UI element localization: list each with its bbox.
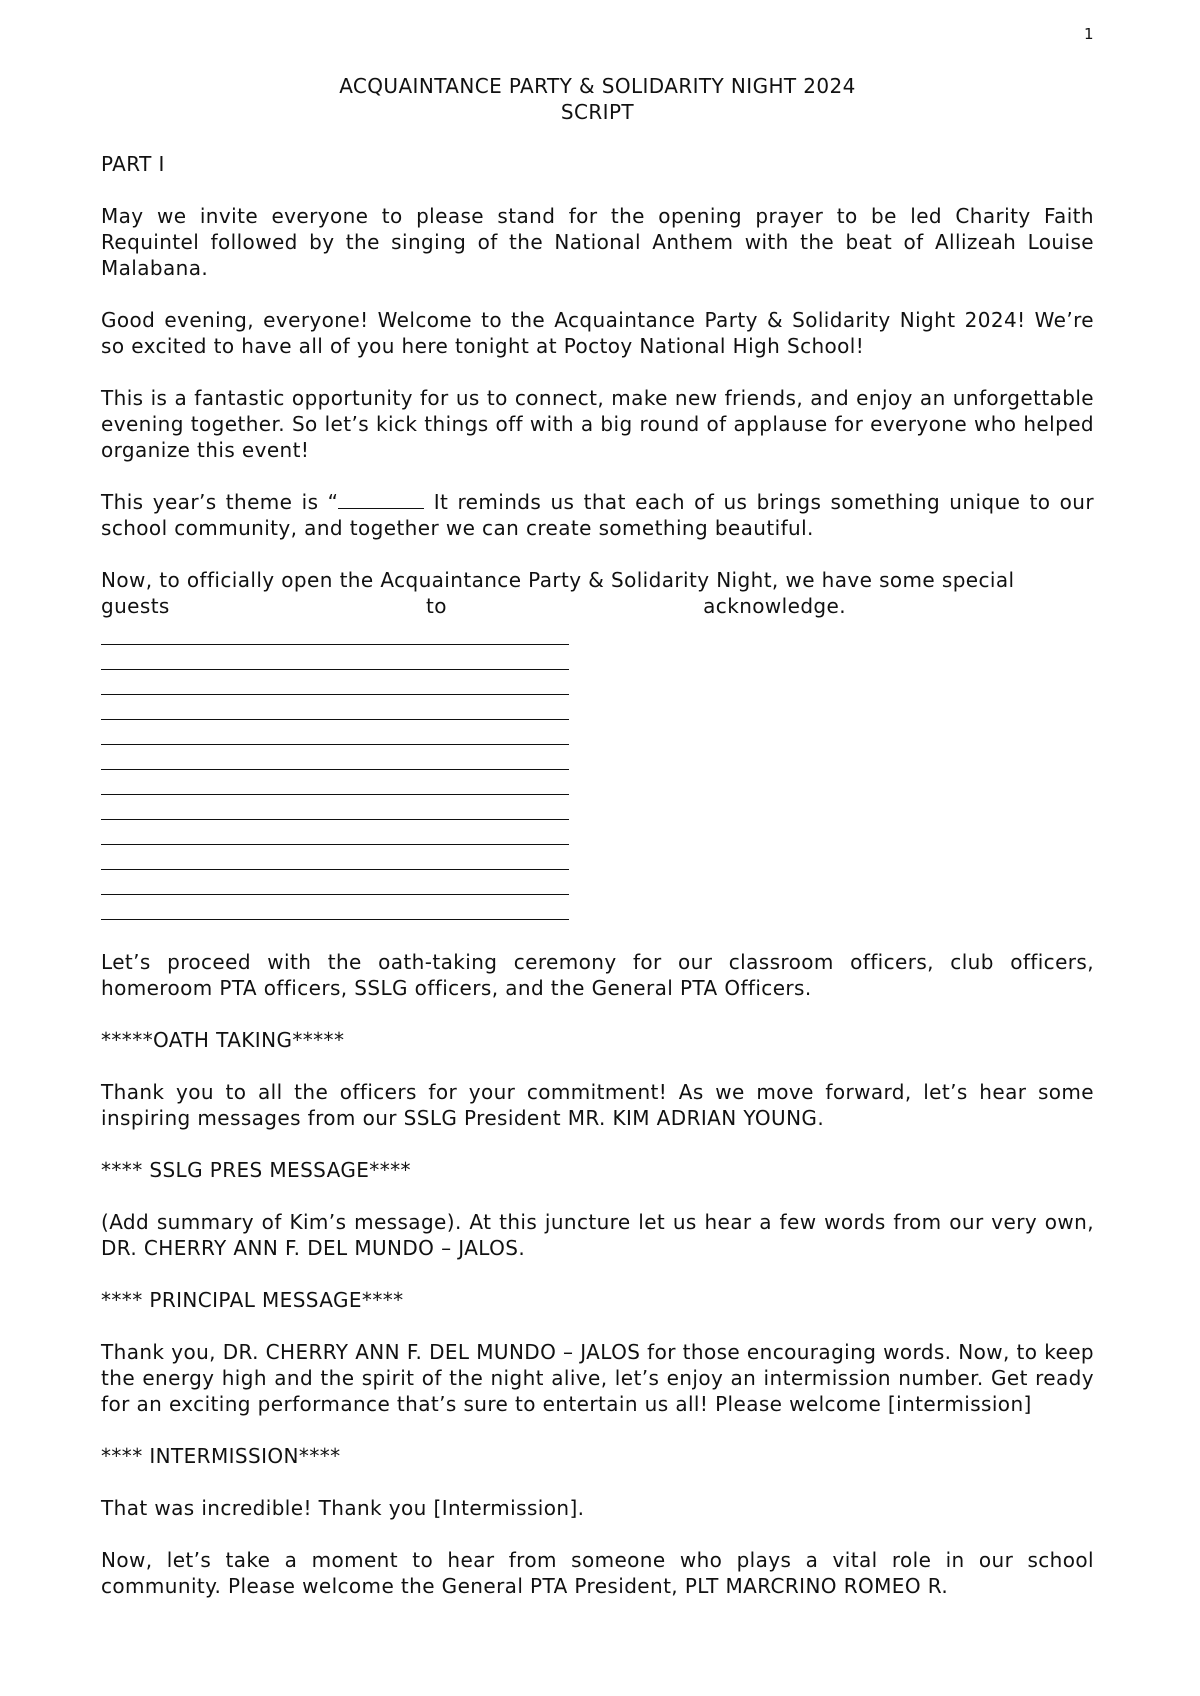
paragraph-prayer: May we invite everyone to please stand for the opening prayer to be led Charity Faith Requintel followed by the singing of the National Anthem with the beat of Allizeah Louise Malabana. <box>101 204 1094 280</box>
paragraph-opportunity: This is a fantastic opportunity for us to connect, make new friends, and enjoy an unforgettable evening together. So let’s kick things off with a big round of applause for everyone who helped organize this event! <box>101 386 1094 462</box>
oath-taking-marker: *****OATH TAKING***** <box>101 1028 345 1052</box>
paragraph-kim-summary: (Add summary of Kim’s message). At this juncture let us hear a few words from our very own, DR. CHERRY ANN F. DEL MUNDO – JALOS. <box>101 1210 1094 1260</box>
page-number: 1 <box>1084 25 1094 43</box>
blank-line <box>101 845 569 870</box>
theme-blank <box>338 490 424 509</box>
paragraph-open <box>101 567 1094 593</box>
paragraph-pta-intro: Now, let’s take a moment to hear from someone who plays a vital role in our school community. Please welcome the General PTA President, PLT MARCRINO ROMEO R. <box>101 1548 1094 1598</box>
to-word: to <box>426 594 447 618</box>
blank-line <box>101 895 569 920</box>
paragraph-incredible: That was incredible! Thank you [Intermission]. <box>101 1496 585 1520</box>
blank-line <box>101 820 569 845</box>
blank-line <box>101 770 569 795</box>
title-line-2: SCRIPT <box>560 100 635 124</box>
document-title <box>101 73 1094 125</box>
blank-line <box>101 720 569 745</box>
paragraph-welcome: Good evening, everyone! Welcome to the Acquaintance Party & Solidarity Night 2024! We’re so excited to have all of you here tonight at Poctoy National High School! <box>101 308 1094 358</box>
principal-message-marker: **** PRINCIPAL MESSAGE**** <box>101 1288 404 1312</box>
paragraph-theme <box>101 489 1094 541</box>
document-body <box>101 73 1094 1599</box>
blank-line <box>101 670 569 695</box>
theme-text-before: This year’s theme is “ <box>101 490 339 514</box>
part-heading: PART I <box>101 152 165 176</box>
blank-line <box>101 745 569 770</box>
blank-line <box>101 645 569 670</box>
guests-word: guests <box>101 594 170 618</box>
paragraph-thanks-principal: Thank you, DR. CHERRY ANN F. DEL MUNDO – JALOS for those encouraging words. Now, to keep the energy high and the spirit of the night alive, let’s enjoy an intermission number. Get ready for an exciting performance that’s sure to entertain us all! Please welcome [intermission] <box>101 1340 1094 1416</box>
open-line-text: Now, to officially open the Acquaintance Party & Solidarity Night, we have some special <box>101 568 1015 592</box>
sslg-message-marker: **** SSLG PRES MESSAGE**** <box>101 1158 411 1182</box>
acknowledge-word: acknowledge. <box>703 594 846 618</box>
intermission-marker: **** INTERMISSION**** <box>101 1444 341 1468</box>
title-line-1: ACQUAINTANCE PARTY & SOLIDARITY NIGHT 2024 <box>339 74 856 98</box>
blank-line <box>101 795 569 820</box>
paragraph-thanks-officers: Thank you to all the officers for your commitment! As we move forward, let’s hear some inspiring messages from our SSLG President MR. KIM ADRIAN YOUNG. <box>101 1080 1094 1130</box>
paragraph-oath-intro: Let’s proceed with the oath-taking ceremony for our classroom officers, club officers, homeroom PTA officers, SSLG officers, and the General PTA Officers. <box>101 950 1094 1000</box>
blank-line <box>101 620 569 645</box>
blank-line <box>101 870 569 895</box>
guests-line <box>101 593 846 619</box>
blank-line <box>101 695 569 720</box>
theme-text-after: It reminds us that each of us brings something unique to our school community, and together we can create something beautiful. <box>101 490 1094 540</box>
guest-blank-lines <box>101 620 1094 920</box>
